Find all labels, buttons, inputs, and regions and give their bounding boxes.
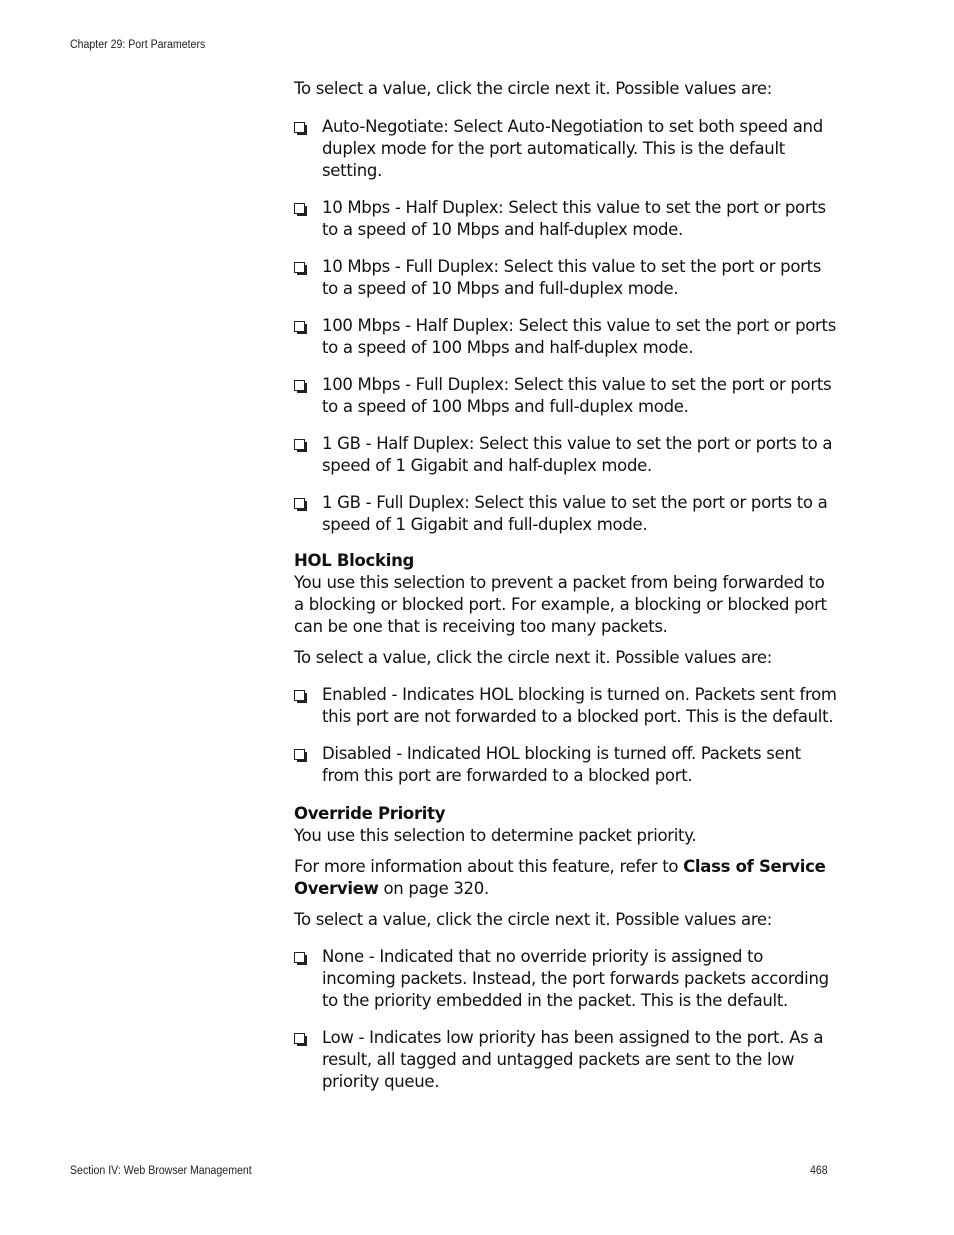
override-intro: To select a value, click the circle next it. Possible values are: bbox=[294, 910, 773, 929]
override-heading: Override Priority bbox=[294, 804, 446, 823]
speed-options-list bbox=[294, 116, 839, 536]
list-item: 10 Mbps - Half Duplex: Select this value to set the port or ports to a speed of 10 Mbps and half-duplex mode. bbox=[294, 197, 839, 241]
class-of-service-link[interactable]: Class of Service Overview bbox=[294, 857, 826, 898]
list-item: Disabled - Indicated HOL blocking is turned off. Packets sent from this port are forwarded to a blocked port. bbox=[294, 743, 839, 787]
checkbox-icon bbox=[294, 498, 305, 509]
running-header: Chapter 29: Port Parameters bbox=[70, 39, 206, 51]
hol-heading: HOL Blocking bbox=[294, 551, 415, 570]
checkbox-icon bbox=[294, 1033, 305, 1044]
list-item: 100 Mbps - Half Duplex: Select this value to set the port or ports to a speed of 100 Mbps and half-duplex mode. bbox=[294, 315, 839, 359]
override-description: You use this selection to determine packet priority. bbox=[294, 826, 697, 845]
list-item: 10 Mbps - Full Duplex: Select this value to set the port or ports to a speed of 10 Mbps and full-duplex mode. bbox=[294, 256, 839, 300]
list-item: 100 Mbps - Full Duplex: Select this value to set the port or ports to a speed of 100 Mbps and full-duplex mode. bbox=[294, 374, 839, 418]
list-item: 1 GB - Full Duplex: Select this value to set the port or ports to a speed of 1 Gigabit and full-duplex mode. bbox=[294, 492, 839, 536]
checkbox-icon bbox=[294, 122, 305, 133]
override-options-list bbox=[294, 946, 839, 1093]
checkbox-icon bbox=[294, 380, 305, 391]
page-body bbox=[294, 78, 839, 1108]
list-item: 1 GB - Half Duplex: Select this value to set the port or ports to a speed of 1 Gigabit and half-duplex mode. bbox=[294, 433, 839, 477]
page-number: 468 bbox=[810, 1165, 828, 1177]
list-item: None - Indicated that no override priority is assigned to incoming packets. Instead, the port forwards packets according to the priority embedded in the packet. This is the default. bbox=[294, 946, 839, 1012]
checkbox-icon bbox=[294, 203, 305, 214]
checkbox-icon bbox=[294, 690, 305, 701]
speed-intro: To select a value, click the circle next it. Possible values are: bbox=[294, 79, 773, 98]
list-item: Auto-Negotiate: Select Auto-Negotiation to set both speed and duplex mode for the port automatically. This is the default setting. bbox=[294, 116, 839, 182]
override-reference: For more information about this feature, refer to Class of Service Overview on page 320. bbox=[294, 857, 826, 898]
hol-description: You use this selection to prevent a packet from being forwarded to a blocking or blocked port. For example, a blocking or blocked port can be one that is receiving too many packets. bbox=[294, 573, 827, 636]
checkbox-icon bbox=[294, 262, 305, 273]
footer-section: Section IV: Web Browser Management bbox=[70, 1165, 252, 1177]
checkbox-icon bbox=[294, 321, 305, 332]
checkbox-icon bbox=[294, 439, 305, 450]
list-item: Low - Indicates low priority has been assigned to the port. As a result, all tagged and untagged packets are sent to the low priority queue. bbox=[294, 1027, 839, 1093]
list-item: Enabled - Indicates HOL blocking is turned on. Packets sent from this port are not forwarded to a blocked port. This is the default. bbox=[294, 684, 839, 728]
hol-intro: To select a value, click the circle next it. Possible values are: bbox=[294, 648, 773, 667]
hol-options-list bbox=[294, 684, 839, 787]
checkbox-icon bbox=[294, 952, 305, 963]
checkbox-icon bbox=[294, 749, 305, 760]
